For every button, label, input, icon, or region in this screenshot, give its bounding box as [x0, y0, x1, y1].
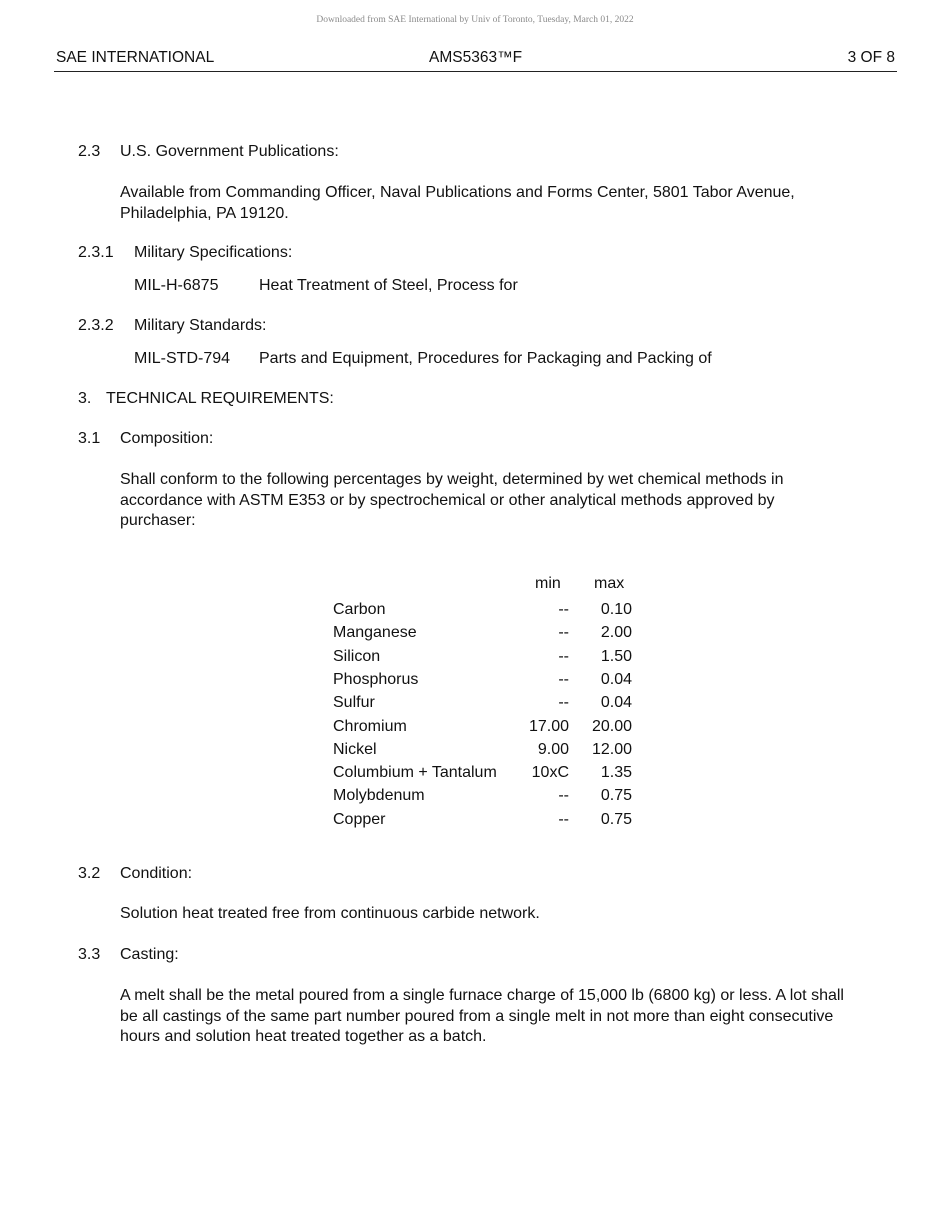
std-description-mil-std-794: Parts and Equipment, Procedures for Packaging and Packing of	[259, 350, 712, 367]
header-page-number: 3 OF 8	[847, 49, 895, 66]
download-watermark: Downloaded from SAE International by Univ of Toronto, Tuesday, March 01, 2022	[316, 15, 634, 25]
composition-element: Nickel	[333, 740, 377, 758]
composition-max: 20.00	[591, 717, 632, 735]
composition-max: 0.04	[600, 670, 632, 688]
section-number-3-3: 3.3	[78, 946, 101, 963]
header-rule	[54, 71, 897, 72]
section-title-2-3: U.S. Government Publications:	[120, 143, 339, 160]
section-number-3-2: 3.2	[78, 865, 101, 882]
std-code-mil-std-794: MIL-STD-794	[134, 350, 231, 367]
composition-min: --	[558, 624, 569, 642]
section-number-2-3: 2.3	[78, 143, 101, 160]
header-document-number: AMS5363™F	[429, 49, 523, 66]
section-number-2-3-1: 2.3.1	[78, 244, 114, 261]
composition-element: Sulfur	[333, 694, 375, 712]
composition-max: 0.75	[600, 787, 632, 805]
section-title-3-2: Condition:	[120, 865, 193, 882]
section-body-3-1: Shall conform to the following percentages by weight, determined by wet chemical methods in accordance with ASTM E353 or by spectrochemical or other analytical methods approved by purchaser:	[120, 471, 784, 529]
composition-max: 1.50	[600, 647, 632, 665]
composition-min: 10xC	[531, 764, 569, 782]
composition-min: 9.00	[537, 740, 569, 758]
composition-min: --	[558, 694, 569, 712]
composition-min: --	[558, 647, 569, 665]
spec-description-mil-h-6875: Heat Treatment of Steel, Process for	[259, 277, 518, 294]
composition-element: Molybdenum	[333, 787, 425, 805]
composition-min: --	[558, 670, 569, 688]
composition-max: 1.35	[600, 764, 632, 782]
table-header-min: min	[535, 575, 561, 592]
section-body-3-3: A melt shall be the metal poured from a single furnace charge of 15,000 lb (6800 kg) or less. A lot shall be all castings of the same part number poured from a single melt in not more than eight consecutive hours and solution heat treated together as a batch.	[120, 987, 844, 1045]
composition-max: 0.75	[600, 810, 632, 828]
composition-element: Columbium + Tantalum	[333, 764, 497, 782]
section-title-2-3-1: Military Specifications:	[134, 244, 293, 261]
section-title-3: TECHNICAL REQUIREMENTS:	[106, 390, 334, 407]
composition-max: 12.00	[591, 740, 632, 758]
section-title-3-1: Composition:	[120, 430, 214, 447]
composition-element: Carbon	[333, 601, 386, 618]
spec-code-mil-h-6875: MIL-H-6875	[134, 277, 219, 294]
composition-element: Copper	[333, 810, 386, 828]
section-number-3-1: 3.1	[78, 430, 101, 447]
section-body-3-2: Solution heat treated free from continuous carbide network.	[120, 905, 540, 922]
composition-min: --	[558, 601, 569, 618]
section-body-2-3: Available from Commanding Officer, Naval Publications and Forms Center, 5801 Tabor Avenue, Philadelphia, PA 19120.	[120, 184, 795, 222]
composition-min: --	[558, 810, 569, 828]
composition-element: Phosphorus	[333, 670, 419, 688]
composition-min: 17.00	[528, 717, 569, 735]
composition-max: 0.04	[600, 694, 632, 712]
composition-max: 2.00	[600, 624, 632, 642]
composition-element: Manganese	[333, 624, 417, 642]
section-title-3-3: Casting:	[120, 946, 179, 963]
header-publisher: SAE INTERNATIONAL	[56, 49, 215, 66]
composition-element: Silicon	[333, 647, 381, 665]
composition-min: --	[558, 787, 569, 805]
section-number-3: 3.	[78, 390, 92, 407]
table-header-max: max	[594, 575, 625, 592]
composition-element: Chromium	[333, 717, 407, 735]
section-number-2-3-2: 2.3.2	[78, 317, 114, 334]
composition-max: 0.10	[600, 601, 632, 618]
section-title-2-3-2: Military Standards:	[134, 317, 267, 334]
